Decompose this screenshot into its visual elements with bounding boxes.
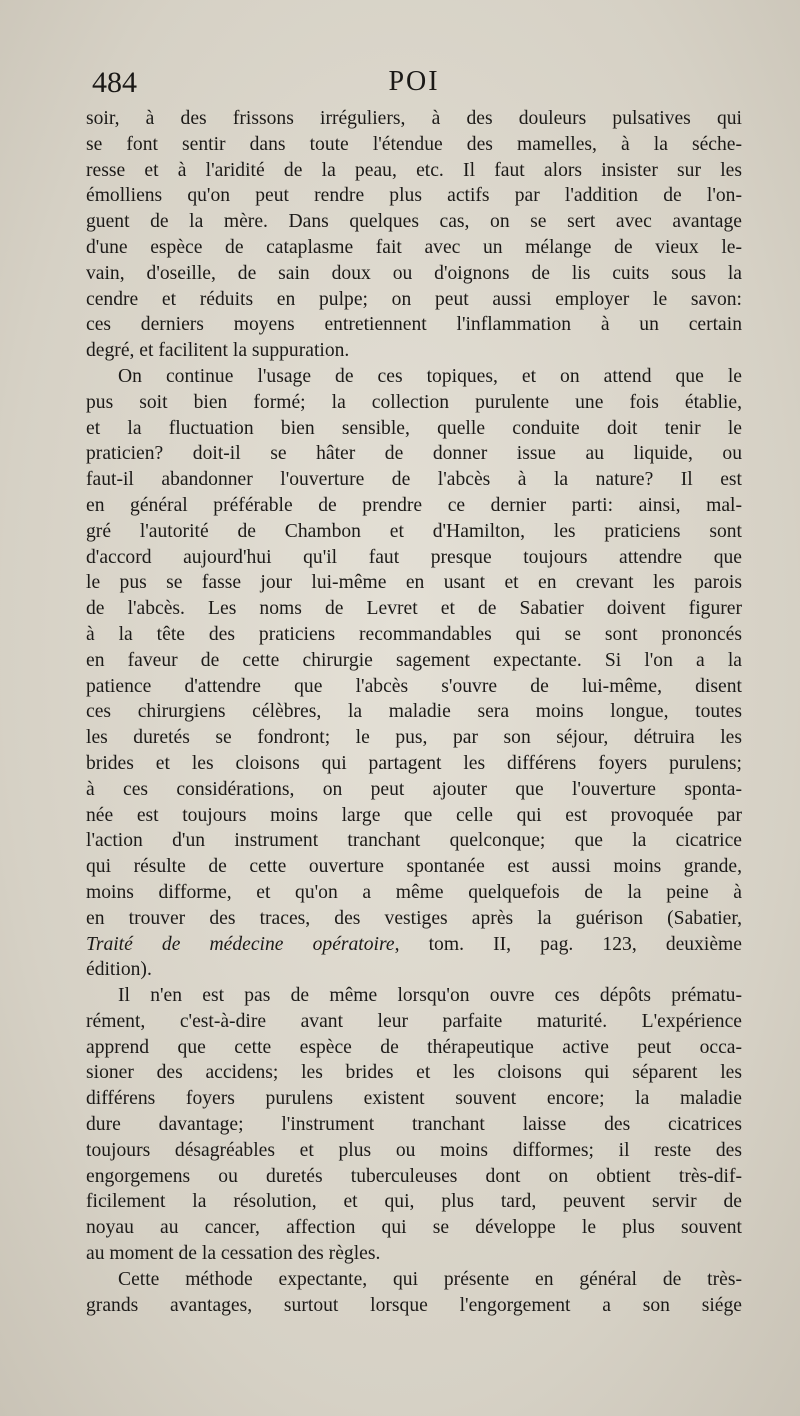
text-line: dure davantage; l'instrument tranchant laisse des cicatrices xyxy=(86,1114,742,1136)
page-header xyxy=(86,66,742,106)
text-line: On continue l'usage de ces topiques, et on attend que le xyxy=(118,365,742,387)
book-title: Traité de médecine opératoire xyxy=(86,933,395,955)
text-line: d'accord aujourd'hui qu'il faut presque toujours attendre que xyxy=(86,546,742,568)
text-line: guent de la mère. Dans quelques cas, on se sert avec avantage xyxy=(86,211,742,233)
text-line: l'action d'un instrument tranchant quelconque; que la cicatrice xyxy=(86,830,742,852)
text-line: faut-il abandonner l'ouverture de l'abcès à la nature? Il est xyxy=(86,469,742,491)
text-line: pus soit bien formé; la collection purulente une fois établie, xyxy=(86,391,742,413)
text-line: ces chirurgiens célèbres, la maladie sera moins longue, toutes xyxy=(86,701,742,723)
text-line: au moment de la cessation des règles. xyxy=(86,1243,381,1265)
text-line: en faveur de cette chirurgie sagement expectante. Si l'on a la xyxy=(86,649,742,671)
text-line: apprend que cette espèce de thérapeutique active peut occa- xyxy=(86,1036,742,1058)
citation-line xyxy=(86,932,742,958)
running-head: POI xyxy=(388,66,440,97)
text-line: Cette méthode expectante, qui présente en général de très- xyxy=(118,1268,742,1290)
text-line: degré, et facilitent la suppuration. xyxy=(86,340,350,362)
text-line: les duretés se fondront; le pus, par son séjour, détruira les xyxy=(86,727,742,749)
text-line: moins difforme, et qu'on a même quelquefois de la peine à xyxy=(86,881,742,903)
text-line: rément, c'est-à-dire avant leur parfaite maturité. L'expérience xyxy=(86,1010,742,1032)
text-line: émolliens qu'on peut rendre plus actifs par l'addition de l'on- xyxy=(86,185,742,207)
text-line: en général préférable de prendre ce dernier parti: ainsi, mal- xyxy=(86,494,742,516)
text-line: vain, d'oseille, de sain doux ou d'oignons de lis cuits sous la xyxy=(86,262,742,284)
text-line: sioner des accidens; les brides et les cloisons qui séparent les xyxy=(86,1062,742,1084)
text-line: à la tête des praticiens recommandables qui se sont prononcés xyxy=(86,623,742,645)
text-line: née est toujours moins large que celle qui est provoquée par xyxy=(86,804,742,826)
text-line: praticien? doit-il se hâter de donner issue au liquide, ou xyxy=(86,443,742,465)
text-line: resse et à l'aridité de la peau, etc. Il faut alors insister sur les xyxy=(86,159,742,181)
body-text xyxy=(86,106,742,1318)
text-line: noyau au cancer, affection qui se développe le plus souvent xyxy=(86,1217,742,1239)
page-number: 484 xyxy=(92,66,137,99)
text-line: différens foyers purulens existent souvent encore; la maladie xyxy=(86,1088,742,1110)
text-line: le pus se fasse jour lui-même en usant et en crevant les parois xyxy=(86,572,742,594)
text-line: patience d'attendre que l'abcès s'ouvre de lui-même, disent xyxy=(86,675,742,697)
text-line: édition). xyxy=(86,959,152,981)
text-line: Il n'en est pas de même lorsqu'on ouvre ces dépôts prématu- xyxy=(118,985,742,1007)
text-line: à ces considérations, on peut ajouter que l'ouverture sponta- xyxy=(86,778,742,800)
text-line: de l'abcès. Les noms de Levret et de Sabatier doivent figurer xyxy=(86,598,742,620)
text-line: soir, à des frissons irréguliers, à des douleurs pulsatives qui xyxy=(86,108,742,129)
text-line: gré l'autorité de Chambon et d'Hamilton, les praticiens sont xyxy=(86,520,742,542)
text-line: qui résulte de cette ouverture spontanée est aussi moins grande, xyxy=(86,856,742,878)
text-line: ces derniers moyens entretiennent l'inflammation à un certain xyxy=(86,314,742,336)
text-line: d'une espèce de cataplasme fait avec un mélange de vieux le- xyxy=(86,236,742,258)
text-line: en trouver des traces, des vestiges après la guérison (Sabatier, xyxy=(86,907,742,929)
text-line: cendre et réduits en pulpe; on peut aussi employer le savon: xyxy=(86,288,742,310)
text-line: toujours désagréables et plus ou moins difformes; il reste des xyxy=(86,1139,742,1161)
text-line: se font sentir dans toute l'étendue des mamelles, à la séche- xyxy=(86,133,742,155)
citation-details: , tom. II, pag. 123, deuxième xyxy=(394,933,742,955)
text-line: et la fluctuation bien sensible, quelle conduite doit tenir le xyxy=(86,417,742,439)
text-line: engorgemens ou duretés tuberculeuses dont on obtient très-dif- xyxy=(86,1165,742,1187)
text-line: brides et les cloisons qui partagent les différens foyers purulens; xyxy=(86,752,742,774)
text-line: ficilement la résolution, et qui, plus tard, peuvent servir de xyxy=(86,1191,742,1213)
text-line: grands avantages, surtout lorsque l'engorgement a son siége xyxy=(86,1294,742,1316)
